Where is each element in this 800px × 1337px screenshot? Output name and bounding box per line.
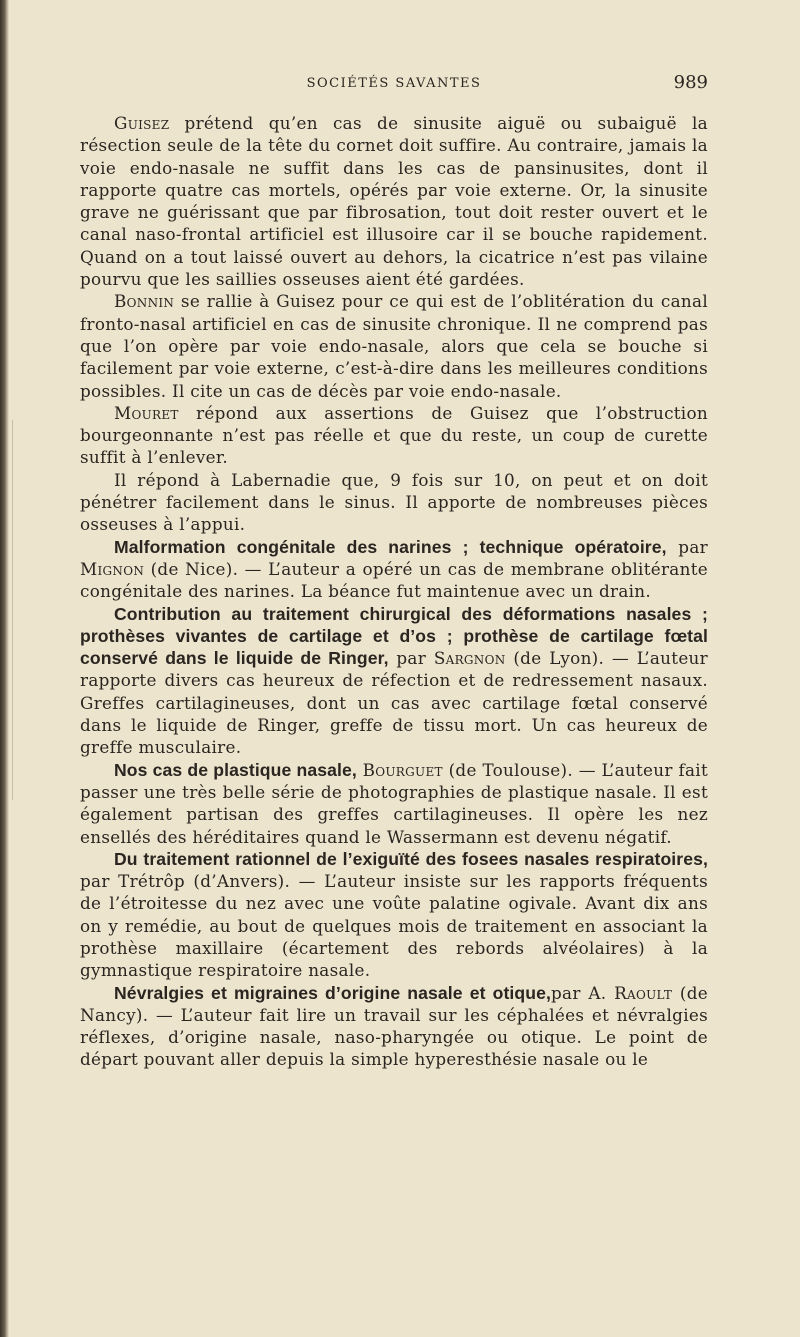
article-title: Du traitement rationnel de l’exiguïté des fosees nasales respiratoires, — [114, 848, 708, 869]
article-text: (de Nancy). — L’auteur fait lire un travail sur les céphalées et névralgies réflexes, d’origine nasale, naso-pharyngée ou otique. Le point de départ pouvant aller depuis la simple hyperesthésie nasale ou le — [80, 982, 708, 1070]
article-text: (de Nice). — L’auteur a opéré un cas de membrane oblitérante congénitale des narines. La béance fut maintenue avec un drain. — [80, 558, 708, 602]
article-nevralgies — [80, 982, 708, 1071]
article-exiguite — [80, 848, 708, 982]
article-text: (de Toulouse). — L’auteur fait passer une très belle série de photographies de plastique nasale. Il est également partisan des greffes cartilagineuses. Il opère les nez ensellés des héréditaires quand le Wassermann est devenu négatif. — [80, 759, 708, 847]
article-text: par Trétrôp (d’Anvers). — L’auteur insiste sur les rapports fréquents de l’étroitesse du nez avec une voûte palatine ogivale. Avant dix ans on y remédie, au bout de quelques mois de traitement en associant la prothèse maxillaire (écartement des rebords alvéolaires) à la gymnastique respiratoire nasale. — [80, 871, 708, 981]
running-title: SOCIÉTÉS SAVANTES — [306, 76, 482, 91]
author-name: Guisez — [114, 113, 170, 133]
article-title: Nos cas de plastique nasale, — [114, 759, 357, 780]
author-name: Mouret — [114, 402, 179, 423]
page-number: 989 — [673, 72, 708, 93]
paragraph-mouret — [80, 402, 708, 469]
paragraph-guisez — [80, 112, 708, 290]
paragraph-reply — [80, 469, 708, 536]
page-binding-edge — [0, 0, 9, 1337]
page-header — [80, 72, 708, 96]
paragraph-text: prétend qu’en cas de sinusite aiguë ou subaiguë la résection seule de la tête du cornet doit suffire. Au contraire, jamais la voie endo-nasale ne suffit dans les cas de pansinusites, dont il rapporte quatre cas mortels, opérés par voie externe. Or, la sinusite grave ne guérissant que par fibrosation, tout doit rester ouvert et le canal naso-frontal artificiel est illusoire car il se bouche rapidement. Quand on a tout laissé ouvert au dehors, la cicatrice n’est pas vilaine pourvu que les saillies osseuses aient été gardées. — [80, 113, 708, 290]
author-name: Raoult — [614, 982, 673, 1003]
article-plastique — [80, 759, 708, 848]
paragraph-text: répond aux assertions de Guisez que l’obstruction bourgeonnante n’est pas réelle et que du reste, un coup de curette suffit à l’enlever. — [80, 402, 708, 468]
article-title: Contribution au traitement chirurgical des déformations nasales ; prothèses vivantes de cartilage et d’os ; prothèse de cartilage fœtal conservé dans le liquide de Ringer, — [80, 603, 708, 669]
paragraph-text: Il répond à Labernadie que, 9 fois sur 10, on peut et on doit pénétrer facilement dans le sinus. Il apporte de nombreuses pièces osseuses à l’appui. — [80, 469, 708, 535]
margin-shadow — [12, 420, 13, 800]
author-name: Bonnin — [114, 291, 175, 312]
paragraph-text: se rallie à Guisez pour ce qui est de l’oblitération du canal fronto-nasal artificiel en cas de sinusite chronique. Il ne comprend pas que l’on opère par voie endo-nasale, alors que cela se bouche si facilement par voie externe, c’est-à-dire dans les meilleures conditions possibles. Il cite un cas de décès par voie endo-nasale. — [80, 291, 708, 401]
page-body — [80, 112, 708, 1071]
article-title: Malformation congénitale des narines ; technique opératoire, — [114, 536, 667, 557]
article-by: par — [666, 536, 708, 557]
article-text: (de Lyon). — L’auteur rapporte divers cas heureux de réfection et de redressement nasaux. Greffes cartilagineuses, dont un cas avec cartilage fœtal conservé dans le liquide de Ringer, greffe de tissu mort. Un cas heureux de greffe musculaire. — [80, 648, 708, 758]
author-name: Sargnon — [433, 648, 506, 669]
article-by: par A. — [550, 982, 615, 1003]
article-malformation — [80, 536, 708, 603]
article-by: par — [388, 648, 434, 669]
article-title: Névralgies et migraines d’origine nasale et otique, — [114, 982, 551, 1003]
paragraph-bonnin — [80, 290, 708, 401]
author-name: Bourguet — [362, 759, 443, 780]
article-contribution — [80, 603, 708, 759]
author-name: Mignon — [80, 558, 145, 579]
